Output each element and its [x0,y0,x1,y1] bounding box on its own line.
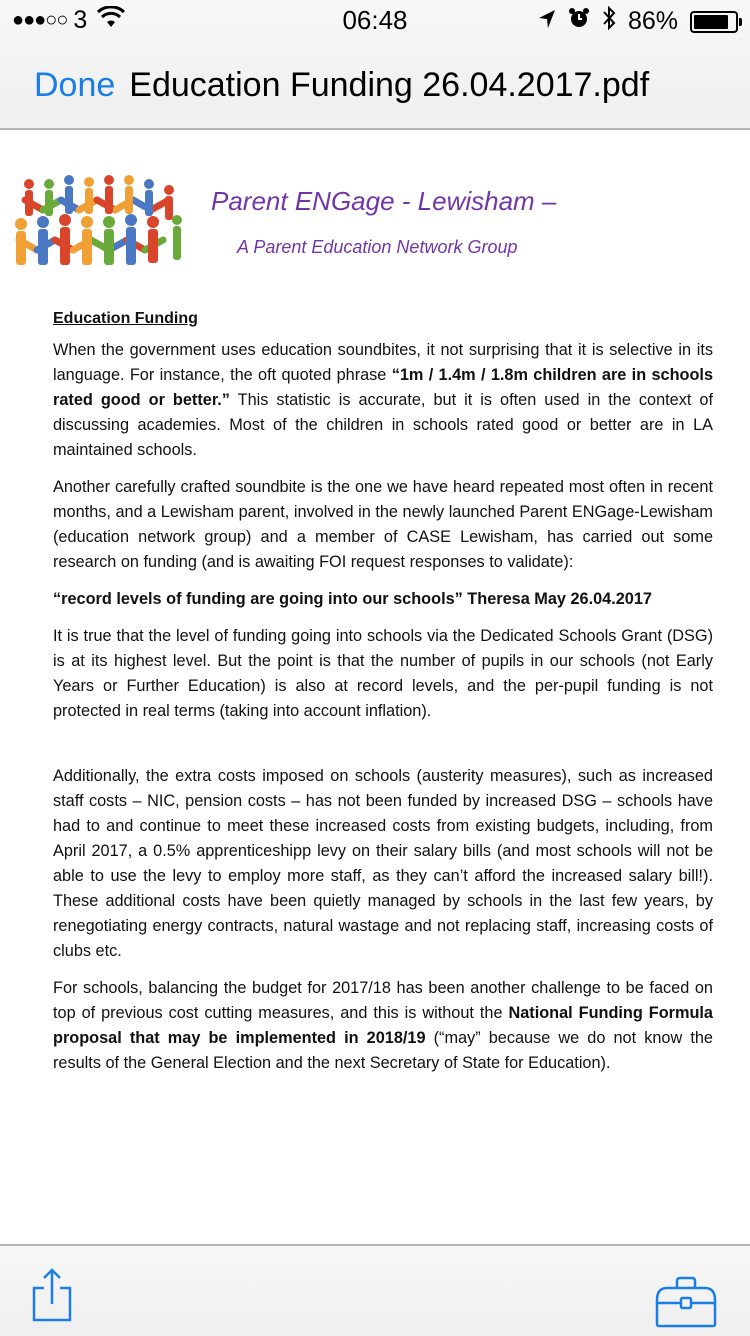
share-icon[interactable] [30,1266,74,1322]
parent-engage-logo [5,170,200,280]
toolbox-icon[interactable] [655,1276,717,1328]
document-header [53,160,713,290]
paragraph-1: When the government uses education soundbites, it not surprising that it is selective in its language. For instance, the oft quoted phrase “1m / 1.4m / 1.8m children are in schools rated good or better.” This statistic is accurate, but it is often used in the context of discussing academies. Most of the children in schools rated good or better are in LA maintained schools. [53,341,713,459]
carrier-label: 3 [73,6,88,34]
battery-icon [690,11,738,33]
battery-percent: 86% [627,7,678,35]
clock: 06:48 [342,5,408,35]
section-heading: Education Funding [53,310,198,327]
paragraph-5: For schools, balancing the budget for 2017/18 has been another challenge to be faced on top of previous cost cutting measures, and this is without the National Funding Formula proposal that may be implemented in 2018/19 (“may” because we do not know the results of the General Election and the next Secretary of State for Education). [53,979,713,1072]
status-bar [0,0,750,40]
brand-tagline: A Parent Education Network Group [237,237,518,257]
quote: “record levels of funding are going into our schools” Theresa May 26.04.2017 [53,590,652,608]
done-button[interactable]: Done [34,65,116,104]
bluetooth-icon [602,6,616,37]
top-bar [0,0,750,130]
pdf-page [53,160,713,1088]
alarm-icon [568,7,590,36]
signal-strength-icon: ●●●○○ [12,9,68,31]
paragraph-4: Additionally, the extra costs imposed on schools (austerity measures), such as increased staff costs – NIC, pension costs – has not been funded by increased DSG – schools have had to and continue to meet these increased costs from existing budgets, including, from April 2017, a 0.5% apprenticeshipp levy on their salary bills (and most schools will not be able to use the levy to employ more staff, as they can’t afford the increased salary bill!). These additional costs have been quietly managed by schools in the last few years, by renegotiating energy contracts, natural wastage and not replacing staff, increasing costs of clubs etc. [53,767,713,960]
bottom-toolbar [0,1244,750,1336]
location-icon [538,7,556,36]
paragraph-2: Another carefully crafted soundbite is the one we have heard repeated most often in recent months, and a Lewisham parent, involved in the newly launched Parent ENGage-Lewisham (education network group) and a member of CASE Lewisham, has carried out some research on funding (and is awaiting FOI request responses to validate): [53,478,713,571]
brand-name: Parent ENGage - Lewisham – [211,186,557,216]
document-title: Education Funding 26.04.2017.pdf [129,65,650,104]
nav-bar [0,60,750,110]
paragraph-3: It is true that the level of funding going into schools via the Dedicated Schools Grant (DSG) is at its highest level. But the point is that the number of pupils in our schools (not Early Years or Further Education) is also at record levels, and the per-pupil funding is not protected in real terms (taking into account inflation). [53,627,713,720]
